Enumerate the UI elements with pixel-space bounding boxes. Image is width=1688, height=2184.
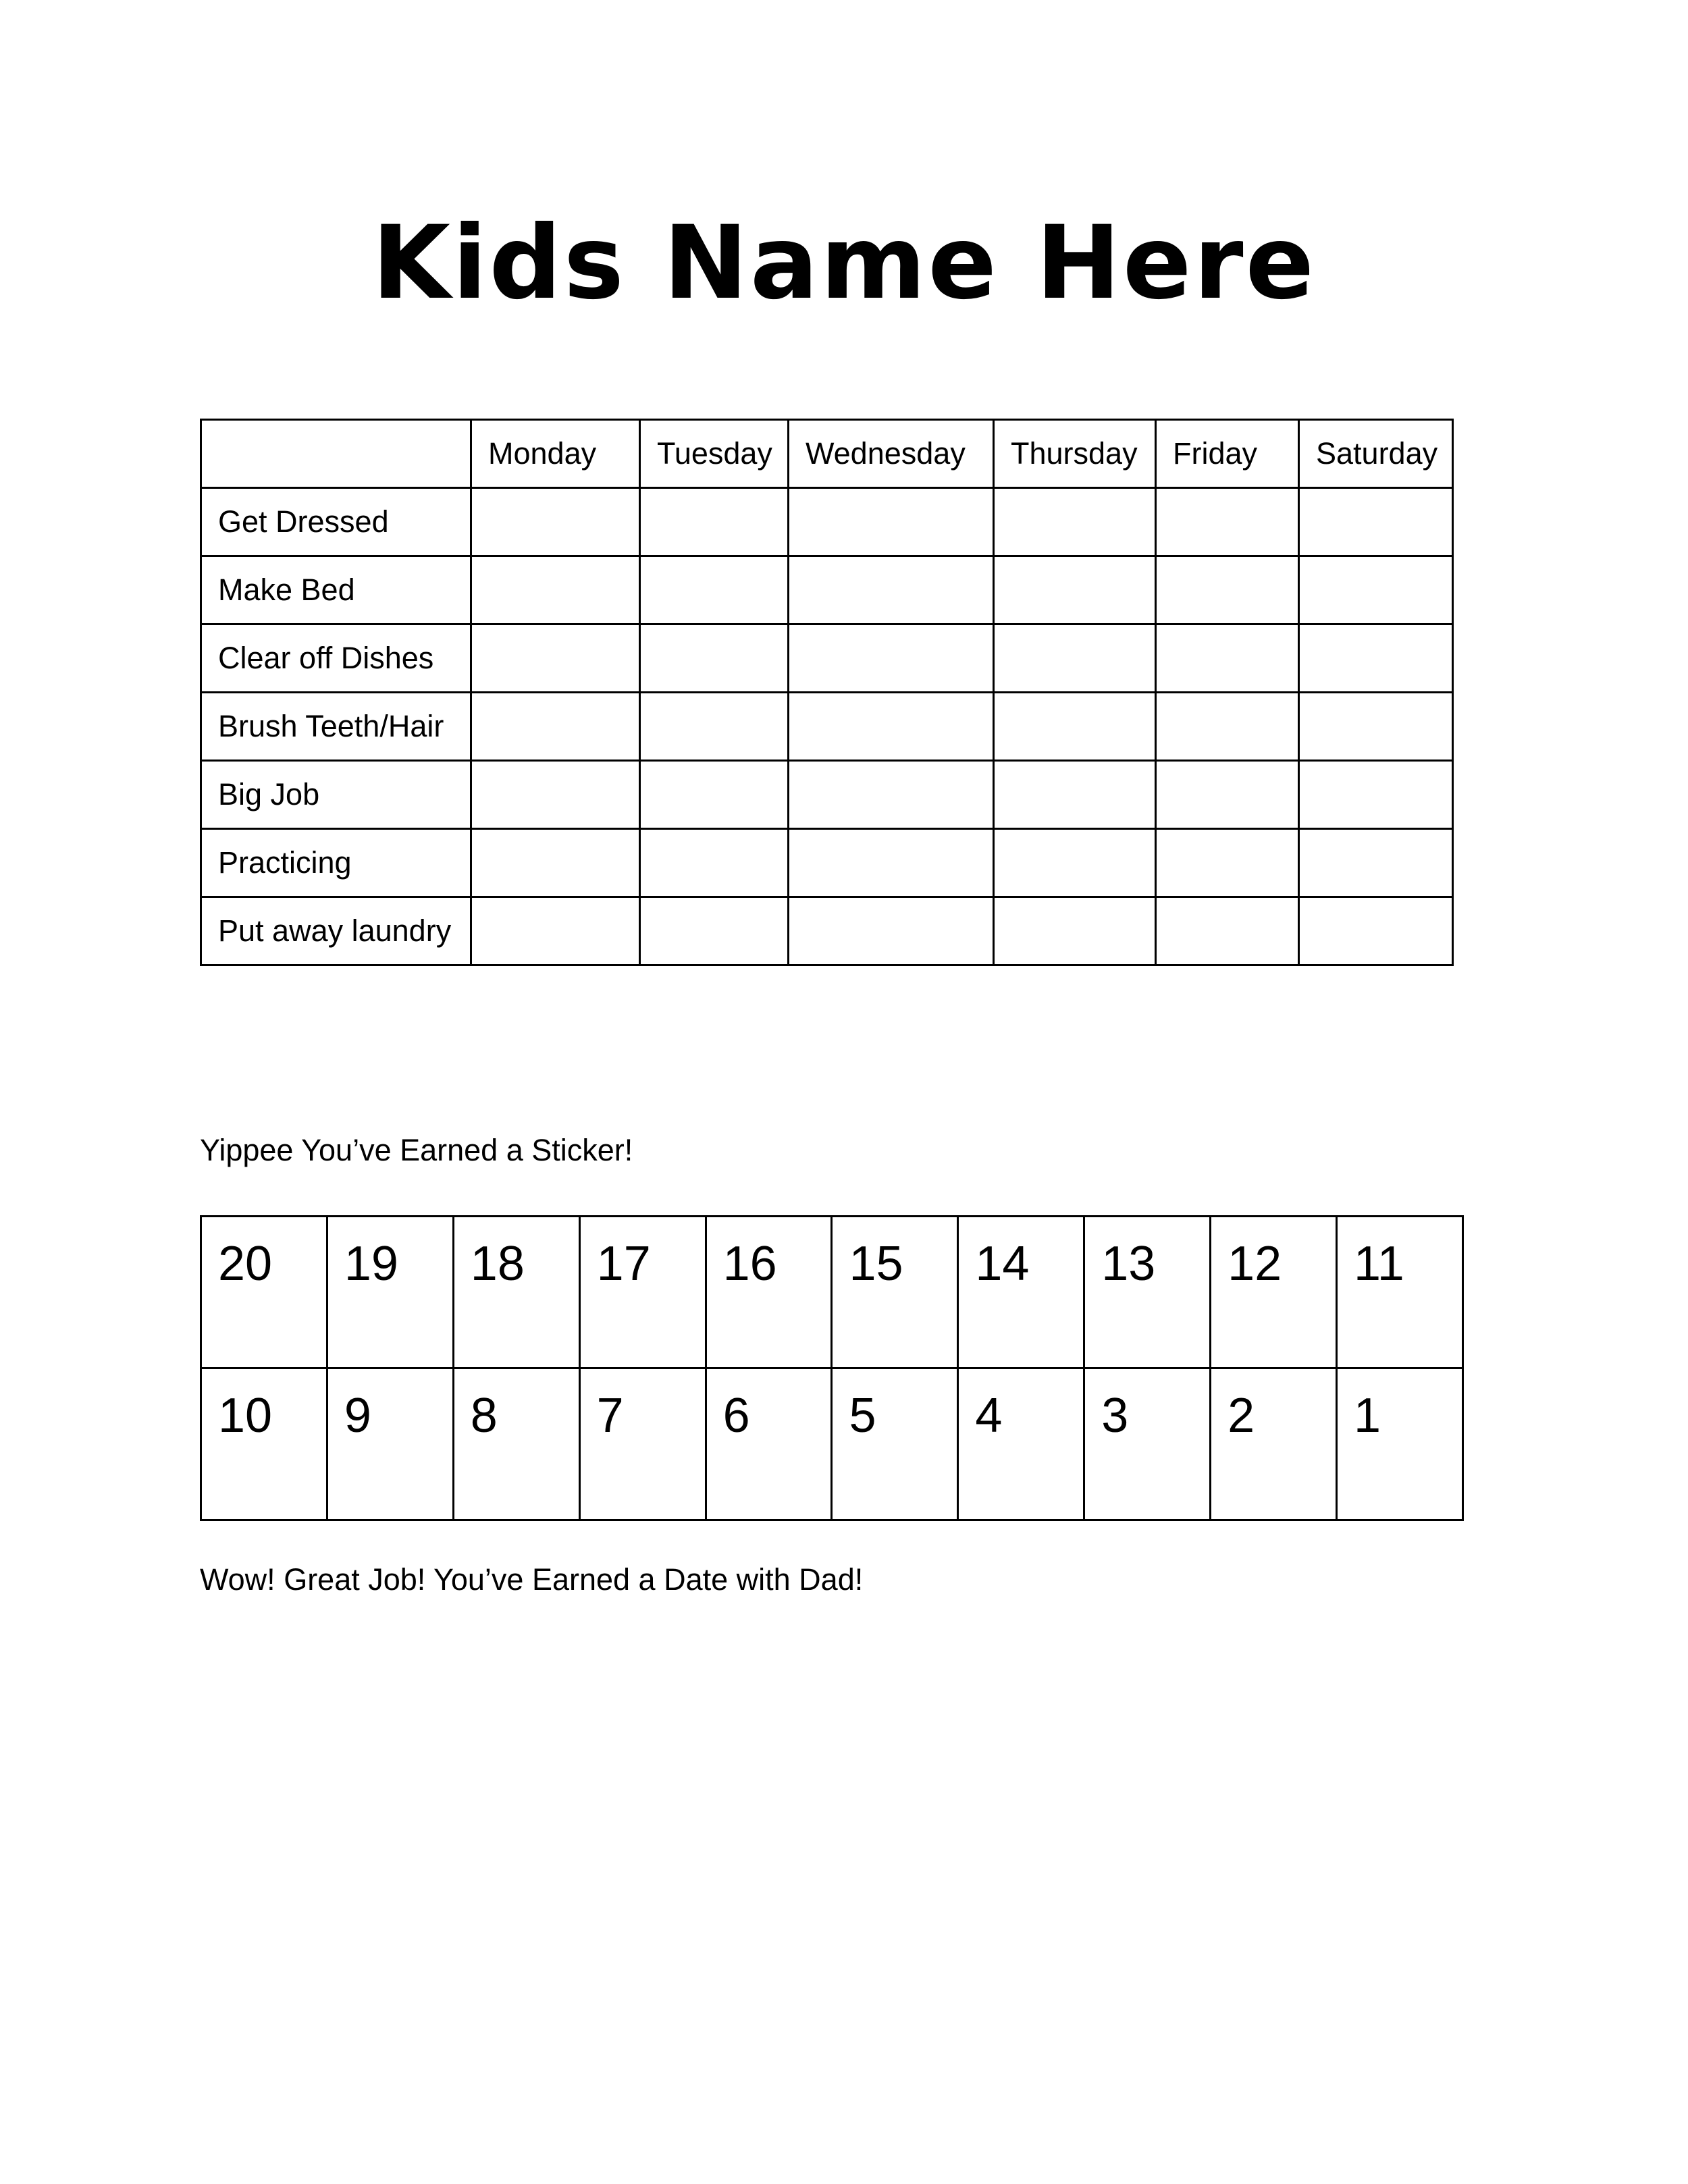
- check-cell[interactable]: [640, 624, 789, 693]
- check-cell[interactable]: [640, 556, 789, 624]
- check-cell[interactable]: [1156, 624, 1299, 693]
- sticker-cell[interactable]: 13: [1084, 1217, 1211, 1368]
- sticker-cell[interactable]: 19: [327, 1217, 453, 1368]
- check-cell[interactable]: [640, 693, 789, 761]
- check-cell[interactable]: [994, 488, 1156, 556]
- sticker-cell[interactable]: 5: [832, 1368, 958, 1520]
- reward-caption: Wow! Great Job! You’ve Earned a Date with Dad!: [200, 1562, 864, 1597]
- chore-row: [201, 693, 1453, 761]
- sticker-grid: [200, 1215, 1464, 1521]
- sticker-cell[interactable]: 6: [706, 1368, 832, 1520]
- sticker-cell[interactable]: 20: [201, 1217, 327, 1368]
- sticker-cell[interactable]: 4: [958, 1368, 1084, 1520]
- chore-label: Big Job: [201, 761, 471, 829]
- sticker-cell[interactable]: 16: [706, 1217, 832, 1368]
- check-cell[interactable]: [1299, 897, 1453, 965]
- chore-label: Make Bed: [201, 556, 471, 624]
- sticker-cell[interactable]: 11: [1337, 1217, 1463, 1368]
- check-cell[interactable]: [789, 624, 994, 693]
- check-cell[interactable]: [1156, 488, 1299, 556]
- check-cell[interactable]: [471, 761, 640, 829]
- chore-header-row: [201, 420, 1453, 488]
- check-cell[interactable]: [640, 829, 789, 897]
- sticker-cell[interactable]: 17: [579, 1217, 706, 1368]
- sticker-cell[interactable]: 1: [1337, 1368, 1463, 1520]
- day-header: Tuesday: [640, 420, 789, 488]
- check-cell[interactable]: [640, 761, 789, 829]
- check-cell[interactable]: [471, 556, 640, 624]
- sticker-caption: Yippee You’ve Earned a Sticker!: [200, 1133, 633, 1167]
- chore-label: Clear off Dishes: [201, 624, 471, 693]
- chore-label: Brush Teeth/Hair: [201, 693, 471, 761]
- corner-cell: [201, 420, 471, 488]
- check-cell[interactable]: [1299, 624, 1453, 693]
- check-cell[interactable]: [471, 829, 640, 897]
- chore-row: [201, 897, 1453, 965]
- check-cell[interactable]: [471, 693, 640, 761]
- sticker-cell[interactable]: 3: [1084, 1368, 1211, 1520]
- sticker-row: [201, 1368, 1463, 1520]
- check-cell[interactable]: [1299, 829, 1453, 897]
- check-cell[interactable]: [1156, 556, 1299, 624]
- chore-label: Practicing: [201, 829, 471, 897]
- sticker-cell[interactable]: 12: [1211, 1217, 1337, 1368]
- check-cell[interactable]: [1156, 897, 1299, 965]
- check-cell[interactable]: [1299, 488, 1453, 556]
- chore-row: [201, 761, 1453, 829]
- check-cell[interactable]: [994, 693, 1156, 761]
- day-header: Wednesday: [789, 420, 994, 488]
- day-header: Friday: [1156, 420, 1299, 488]
- sticker-cell[interactable]: 7: [579, 1368, 706, 1520]
- sticker-cell[interactable]: 18: [453, 1217, 579, 1368]
- check-cell[interactable]: [994, 556, 1156, 624]
- check-cell[interactable]: [994, 829, 1156, 897]
- check-cell[interactable]: [789, 488, 994, 556]
- check-cell[interactable]: [1156, 829, 1299, 897]
- check-cell[interactable]: [994, 897, 1156, 965]
- check-cell[interactable]: [994, 761, 1156, 829]
- day-header: Monday: [471, 420, 640, 488]
- check-cell[interactable]: [471, 897, 640, 965]
- sticker-cell[interactable]: 2: [1211, 1368, 1337, 1520]
- page-title: Kids Name Here: [371, 205, 1317, 322]
- check-cell[interactable]: [789, 897, 994, 965]
- chore-row: [201, 556, 1453, 624]
- chore-row: [201, 488, 1453, 556]
- day-header: Saturday: [1299, 420, 1453, 488]
- sticker-row: [201, 1217, 1463, 1368]
- check-cell[interactable]: [1156, 693, 1299, 761]
- check-cell[interactable]: [640, 488, 789, 556]
- check-cell[interactable]: [789, 761, 994, 829]
- chore-label: Put away laundry: [201, 897, 471, 965]
- check-cell[interactable]: [471, 488, 640, 556]
- chore-label: Get Dressed: [201, 488, 471, 556]
- check-cell[interactable]: [640, 897, 789, 965]
- chore-row: [201, 829, 1453, 897]
- check-cell[interactable]: [994, 624, 1156, 693]
- check-cell[interactable]: [1156, 761, 1299, 829]
- check-cell[interactable]: [789, 556, 994, 624]
- check-cell[interactable]: [1299, 693, 1453, 761]
- check-cell[interactable]: [1299, 556, 1453, 624]
- sticker-cell[interactable]: 14: [958, 1217, 1084, 1368]
- check-cell[interactable]: [789, 829, 994, 897]
- chore-table: [200, 419, 1454, 966]
- sticker-cell[interactable]: 9: [327, 1368, 453, 1520]
- day-header: Thursday: [994, 420, 1156, 488]
- check-cell[interactable]: [471, 624, 640, 693]
- sticker-cell[interactable]: 10: [201, 1368, 327, 1520]
- chore-row: [201, 624, 1453, 693]
- check-cell[interactable]: [789, 693, 994, 761]
- sticker-cell[interactable]: 8: [453, 1368, 579, 1520]
- check-cell[interactable]: [1299, 761, 1453, 829]
- sticker-cell[interactable]: 15: [832, 1217, 958, 1368]
